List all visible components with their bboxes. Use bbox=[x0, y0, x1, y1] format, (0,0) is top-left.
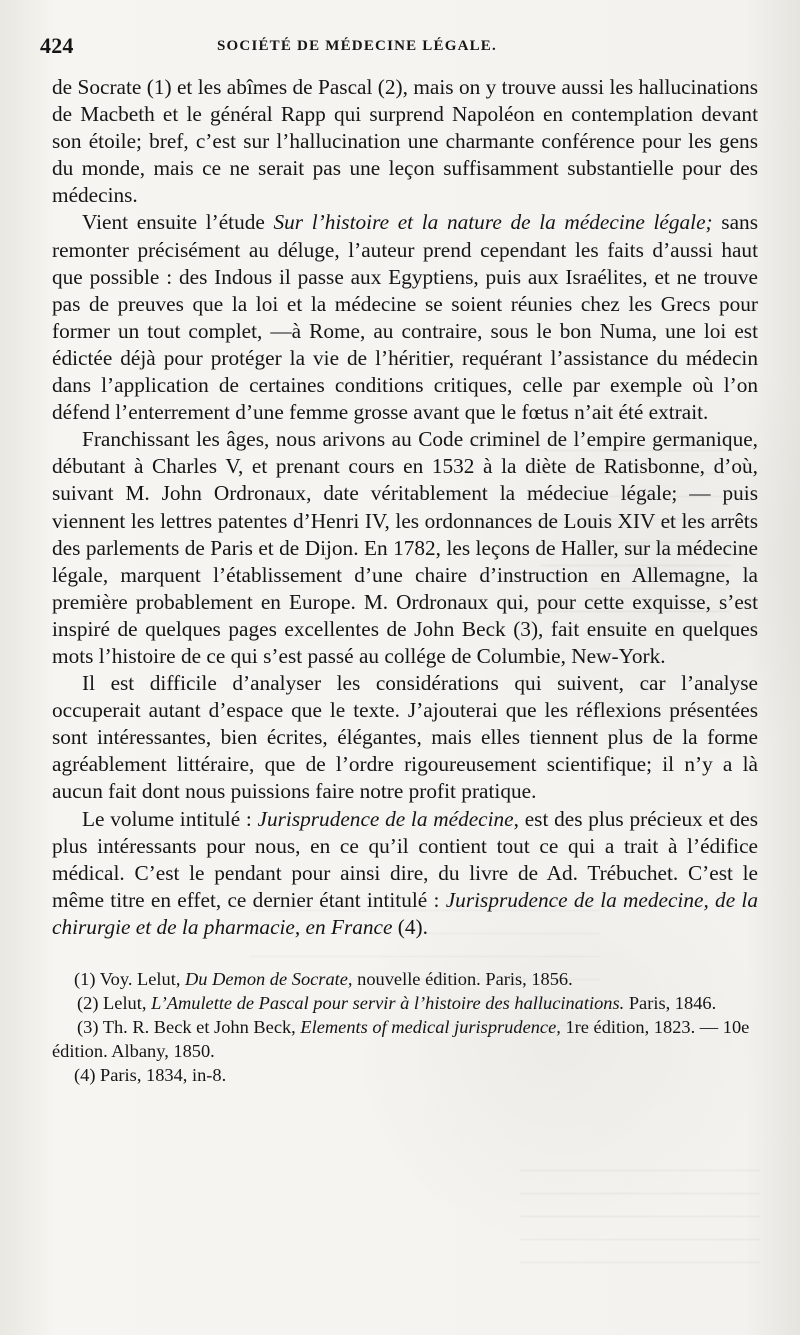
paragraph bbox=[52, 74, 758, 209]
footnote-title: Elements of medical jurisprudence, bbox=[300, 1017, 561, 1037]
footnote-title: L’Amulette de Pascal pour servir à l’histoire des hallucinations. bbox=[151, 993, 625, 1013]
page-number: 424 bbox=[40, 33, 74, 58]
text-segment: de Socrate (1) et les abîmes de Pascal (2), mais on y trouve aussi les hallucinations de Macbeth et le général Rapp qui surprend Napoléon en contemplation devant son étoile; bref, c’est sur l’hallucination une charmante conférence pour les gens du monde, mais ce ne serait pas une leçon suffisamment substantielle pour des médecins. bbox=[52, 75, 758, 208]
text-segment: Il est difficile d’analyser les considérations qui suivent, car l’analyse occuperait autant d’espace que le texte. J’ajouterai que les réflexions présentées sont intéressantes, bien écrites, élégantes, mais elles tiennent plus de la forme agréablement littéraire, que de l’ordre rigoureusement scientifique; il n’y a là aucun fait dont nous puissions faire notre profit pratique. bbox=[52, 671, 758, 804]
footnote-text: 1re édition, 1823. — 10e édition. Albany, 1850. bbox=[52, 1017, 750, 1061]
footnote-text: nouvelle édition. Paris, 1856. bbox=[352, 969, 573, 989]
footnote bbox=[52, 1063, 758, 1087]
text-segment: sans remonter précisément au déluge, l’auteur prend cependant les faits d’aussi haut que possible : des Indous il passe aux Egyptiens, puis aux Israélites, et ne trouve pas de preuves que la loi et la médecine se soient réunies chez les Grecs pour former un tout complet, —à Rome, au contraire, sous le bon Numa, une loi est édictée déjà pour protéger la vie de l’héritier, requérant l’assistance du médecin dans l’application de certaines conditions critiques, celle par exemple où l’on défend l’enterrement d’une femme grosse avant que le fœtus n’ait été extrait. bbox=[52, 210, 758, 425]
footnote-text: (4) Paris, 1834, in-8. bbox=[74, 1065, 227, 1085]
paragraph bbox=[52, 670, 758, 805]
show-through-text bbox=[520, 1170, 760, 1270]
text-segment: , est des plus précieux et des plus intéressants pour nous, en ce qu’il contient tout ce qui a trait à l’édifice médical. C’est le pendant pour ainsi dire, du livre de Ad. Trébuchet. C’est le même titre en effet, ce dernier étant intitulé : bbox=[52, 806, 758, 912]
footnote-text: (3) Th. R. Beck et John Beck, bbox=[77, 1017, 301, 1037]
italic-title: Sur l’histoire et la nature de la médecine légale; bbox=[273, 210, 713, 235]
text-segment: (4). bbox=[392, 914, 428, 939]
text-segment: Vient ensuite l’étude bbox=[82, 210, 274, 235]
footnote bbox=[52, 1015, 758, 1063]
footnote-text: (2) Lelut, bbox=[77, 993, 152, 1013]
footnote-text: (1) Voy. Lelut, bbox=[74, 969, 186, 989]
italic-title: Jurisprudence de la medecine, de la chirurgie et de la pharmacie, en France bbox=[52, 887, 758, 939]
main-text bbox=[52, 74, 758, 941]
text-segment: Franchissant les âges, nous arivons au Code criminel de l’empire germanique, débutant à Charles V, et prenant cours en 1532 à la diète de Ratisbonne, d’où, suivant M. John Ordronaux, date véritablement la médeciue légale; — puis viennent les lettres patentes d’Henri IV, les ordonnances de Louis XIV et les arrêts des parlements de Paris et de Dijon. En 1782, les leçons de Haller, sur la médecine légale, marquent l’établissement d’une chaire d’instruction en Allemagne, la première probablement en Europe. M. Ordronaux qui, pour cette exquisse, s’est inspiré de quelques pages excellentes de John Beck (3), fait ensuite en quelques mots l’histoire de ce qui s’est passé au collége de Columbie, New-York. bbox=[52, 427, 758, 668]
text-segment: Le volume intitulé : bbox=[82, 806, 258, 831]
footnote-title: Du Demon de Socrate, bbox=[185, 969, 353, 989]
running-title: SOCIÉTÉ DE MÉDECINE LÉGALE. bbox=[217, 38, 497, 54]
paragraph bbox=[52, 426, 758, 670]
paragraph bbox=[52, 209, 758, 426]
footnote-text: Paris, 1846. bbox=[624, 993, 717, 1013]
footnotes bbox=[52, 967, 758, 1087]
page-header bbox=[40, 28, 758, 74]
paragraph bbox=[52, 806, 758, 941]
footnote bbox=[52, 991, 758, 1015]
footnote bbox=[52, 967, 758, 991]
italic-title: Jurisprudence de la médecine bbox=[257, 806, 514, 831]
